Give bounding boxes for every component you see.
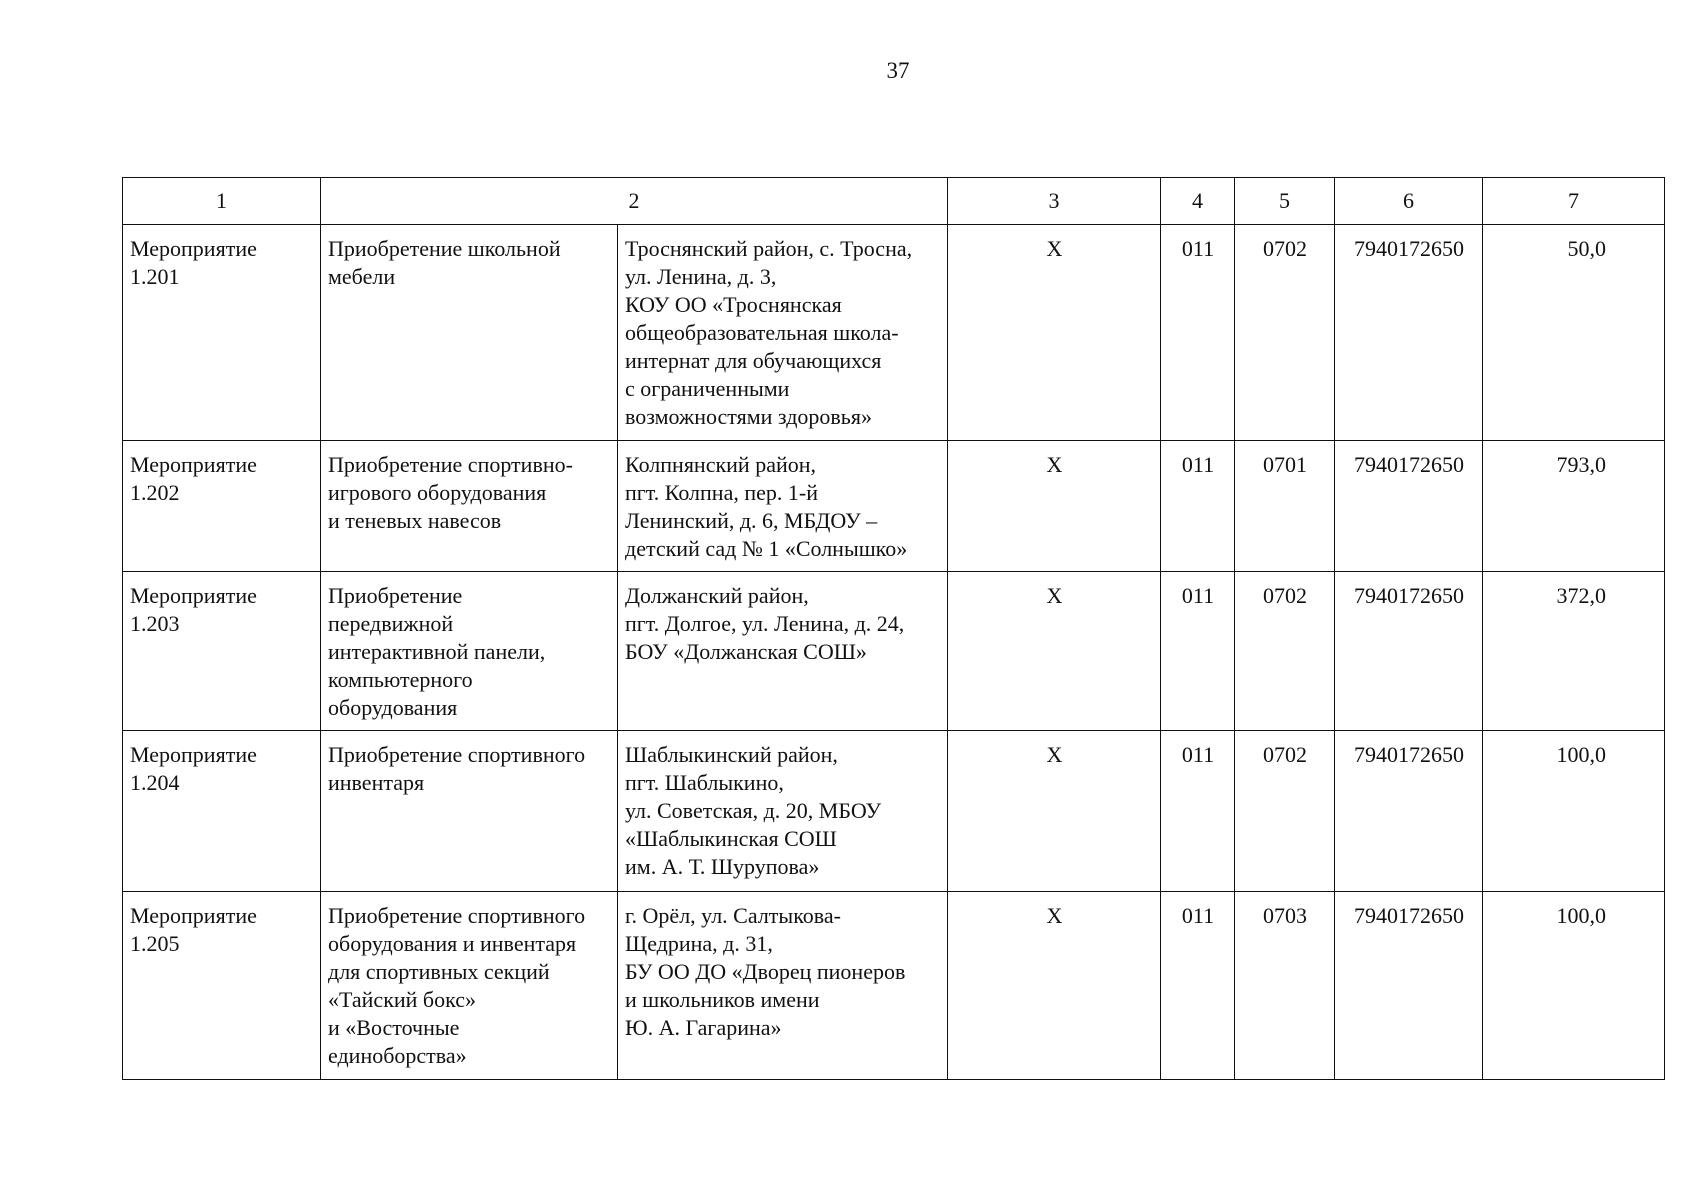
- header-cell-4: 4: [1161, 178, 1235, 225]
- col5-cell: 0702: [1235, 572, 1335, 731]
- event-cell: Мероприятие 1.204: [123, 731, 321, 892]
- col6-cell: 7940172650: [1335, 225, 1483, 441]
- table-row: [123, 572, 1665, 731]
- table-row: [123, 441, 1665, 572]
- header-cell-6: 6: [1335, 178, 1483, 225]
- col7-cell: 50,0: [1483, 225, 1665, 441]
- col5-cell: 0702: [1235, 731, 1335, 892]
- event-cell: Мероприятие 1.203: [123, 572, 321, 731]
- col4-cell: 011: [1161, 892, 1235, 1080]
- col4-cell: 011: [1161, 225, 1235, 441]
- col6-cell: 7940172650: [1335, 892, 1483, 1080]
- col4-cell: 011: [1161, 731, 1235, 892]
- header-cell-1: 1: [123, 178, 321, 225]
- address-cell: г. Орёл, ул. Салтыкова- Щедрина, д. 31, БУ ОО ДО «Дворец пионеров и школьников имени Ю. А. Гагарина»: [618, 892, 948, 1080]
- table-row: [123, 892, 1665, 1080]
- event-cell: Мероприятие 1.201: [123, 225, 321, 441]
- col5-cell: 0703: [1235, 892, 1335, 1080]
- col6-cell: 7940172650: [1335, 441, 1483, 572]
- address-cell: Троснянский район, с. Тросна, ул. Ленина, д. 3, КОУ ОО «Троснянская общеобразовательная школа- интернат для обучающихся с ограниченными возможностями здоровья»: [618, 225, 948, 441]
- name-cell: Приобретение школьной мебели: [321, 225, 618, 441]
- header-cell-7: 7: [1483, 178, 1665, 225]
- col4-cell: 011: [1161, 441, 1235, 572]
- address-cell: Должанский район, пгт. Долгое, ул. Ленина, д. 24, БОУ «Должанская СОШ»: [618, 572, 948, 731]
- address-cell: Колпнянский район, пгт. Колпна, пер. 1-й Ленинский, д. 6, МБДОУ – детский сад № 1 «Солнышко»: [618, 441, 948, 572]
- col7-cell: 372,0: [1483, 572, 1665, 731]
- table-row: [123, 225, 1665, 441]
- address-cell: Шаблыкинский район, пгт. Шаблыкино, ул. Советская, д. 20, МБОУ «Шаблыкинская СОШ им. А. Т. Шурупова»: [618, 731, 948, 892]
- table-row: [123, 731, 1665, 892]
- col6-cell: 7940172650: [1335, 572, 1483, 731]
- col3-cell: Х: [948, 572, 1161, 731]
- col3-cell: Х: [948, 225, 1161, 441]
- col5-cell: 0702: [1235, 225, 1335, 441]
- event-cell: Мероприятие 1.202: [123, 441, 321, 572]
- header-cell-3: 3: [948, 178, 1161, 225]
- header-cell-5: 5: [1235, 178, 1335, 225]
- event-cell: Мероприятие 1.205: [123, 892, 321, 1080]
- table-header-row: [123, 178, 1665, 225]
- col3-cell: Х: [948, 441, 1161, 572]
- col7-cell: 793,0: [1483, 441, 1665, 572]
- header-cell-2: 2: [321, 178, 948, 225]
- name-cell: Приобретение спортивного оборудования и инвентаря для спортивных секций «Тайский бокс» и «Восточные единоборства»: [321, 892, 618, 1080]
- data-table: [122, 177, 1665, 1080]
- name-cell: Приобретение передвижной интерактивной панели, компьютерного оборудования: [321, 572, 618, 731]
- name-cell: Приобретение спортивно- игрового оборудования и теневых навесов: [321, 441, 618, 572]
- col3-cell: Х: [948, 892, 1161, 1080]
- col7-cell: 100,0: [1483, 731, 1665, 892]
- col3-cell: Х: [948, 731, 1161, 892]
- page-number: 37: [886, 58, 910, 83]
- col4-cell: 011: [1161, 572, 1235, 731]
- col6-cell: 7940172650: [1335, 731, 1483, 892]
- name-cell: Приобретение спортивного инвентаря: [321, 731, 618, 892]
- col7-cell: 100,0: [1483, 892, 1665, 1080]
- col5-cell: 0701: [1235, 441, 1335, 572]
